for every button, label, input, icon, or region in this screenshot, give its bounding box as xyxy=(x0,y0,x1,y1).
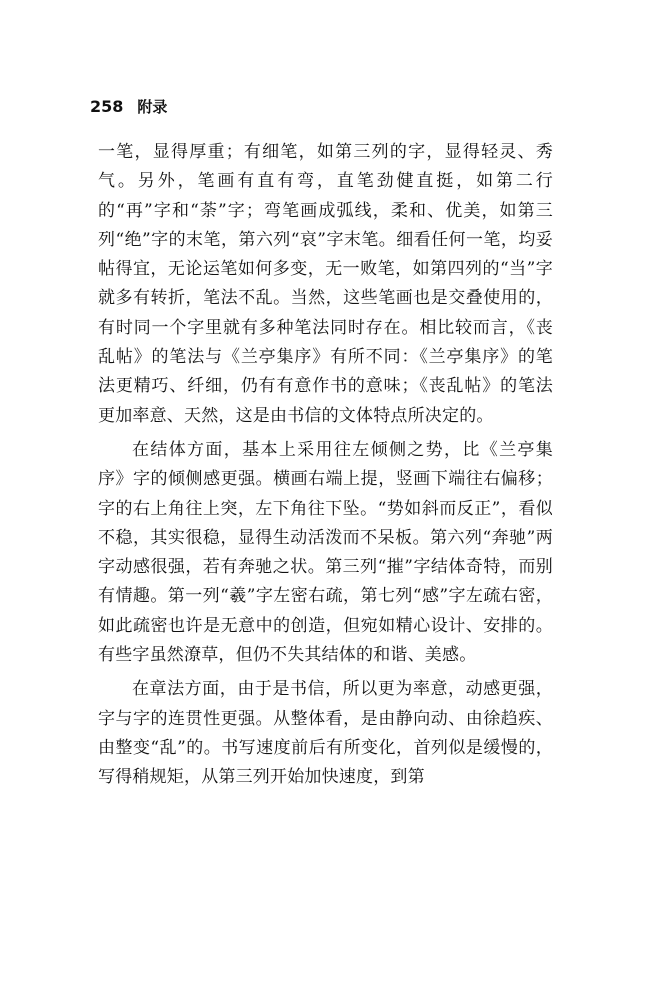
paragraph: 在结体方面，基本上采用往左倾侧之势，比《兰亭集序》字的倾侧感更强。横画右端上提，竖画下端往右偏移；字的右上角往上突，左下角往下坠。“势如斜而反正”，看似不稳，其实很稳，显得生动活泼而不呆板。第六列“奔驰”两字动感很强，若有奔驰之状。第三列“摧”字结体奇特，而别有情趣。第一列“羲”字左密右疏，第七列“感”字左疏右密，如此疏密也许是无意中的创造，但宛如精心设计、安排的。有些字虽然潦草，但仍不失其结体的和谐、美感。 xyxy=(98,439,553,666)
paragraph: 在章法方面，由于是书信，所以更为率意，动感更强，字与字的连贯性更强。从整体看，是由静向动、由徐趋疾、由整变“乱”的。书写速度前后有所变化，首列似是缓慢的，写得稍规矩，从第三列开始加快速度，到第 xyxy=(98,679,553,788)
section-label: 附录 xyxy=(137,98,168,116)
body-text xyxy=(98,138,553,798)
paragraph: 一笔，显得厚重；有细笔，如第三列的字，显得轻灵、秀气。另外，笔画有直有弯，直笔劲健直挺，如第二行的“再”字和“荼”字；弯笔画成弧线，柔和、优美，如第三列“绝”字的末笔，第六列“哀”字末笔。细看任何一笔，均妥帖得宜，无论运笔如何多变，无一败笔，如第四列的“当”字就多有转折，笔法不乱。当然，这些笔画也是交叠使用的，有时同一个字里就有多种笔法同时存在。相比较而言，《丧乱帖》的笔法与《兰亭集序》有所不同：《兰亭集序》的笔法更精巧、纤细，仍有有意作书的意味；《丧乱帖》的笔法更加率意、天然，这是由书信的文体特点所决定的。 xyxy=(98,142,553,426)
running-header xyxy=(90,96,167,120)
page-number: 258 xyxy=(90,97,124,116)
